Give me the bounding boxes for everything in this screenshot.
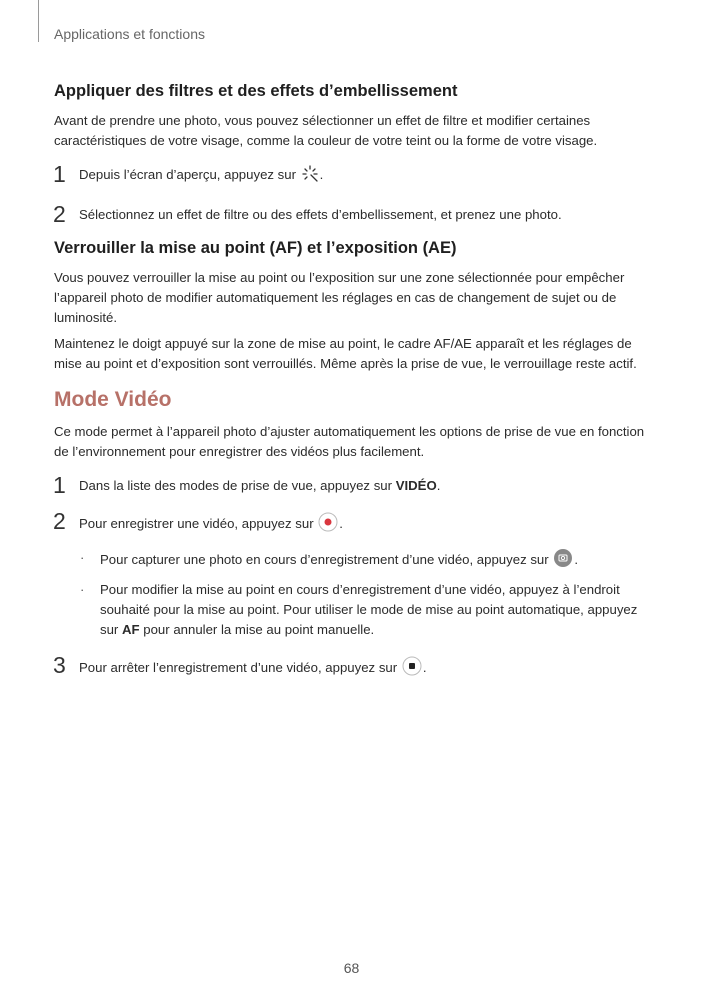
step-text: Sélectionnez un effet de filtre ou des effets d’embellissement, et prenez une photo. bbox=[79, 207, 562, 222]
stop-button-icon bbox=[402, 656, 422, 682]
video-step-3: 3 Pour arrêter l’enregistrement d’une vidéo, appuyez sur . bbox=[54, 654, 654, 682]
step-number: 1 bbox=[53, 472, 66, 498]
magic-wand-icon bbox=[301, 165, 319, 189]
video-step-1: 1 Dans la liste des modes de prise de vue, appuyez sur VIDÉO. bbox=[53, 472, 441, 498]
bullet-item: · Pour modifier la mise au point en cours d’enregistrement d’une vidéo, appuyez à l’endroit souhaité pour la mise au point. Pour utiliser le mode de mise au point automatique, appuyez sur AF pour annuler la mise au point manuelle. bbox=[80, 580, 654, 640]
video-step-2: 2 Pour enregistrer une vidéo, appuyez sur . bbox=[54, 510, 654, 538]
af-label: AF bbox=[122, 622, 140, 637]
step-number: 3 bbox=[53, 652, 66, 678]
filters-intro: Avant de prendre une photo, vous pouvez sélectionner un effet de filtre et modifier certaines caractéristiques de votre visage, comme la couleur de votre teint ou la forme de votre visage. bbox=[54, 113, 598, 148]
page-number: 68 bbox=[343, 960, 360, 976]
section-title-video: Mode Vidéo bbox=[54, 388, 172, 411]
page-header: Applications et fonctions bbox=[54, 26, 205, 42]
section-title-lock: Verrouiller la mise au point (AF) et l’exposition (AE) bbox=[54, 239, 457, 257]
bullet-item: · Pour capturer une photo en cours d’enregistrement d’une vidéo, appuyez sur . bbox=[80, 548, 654, 574]
section-title-filters: Appliquer des filtres et des effets d’embellissement bbox=[54, 82, 458, 100]
video-mode-label: VIDÉO bbox=[395, 478, 437, 493]
step-number: 1 bbox=[53, 161, 66, 187]
page-content bbox=[54, 82, 654, 696]
capture-photo-icon bbox=[553, 548, 573, 574]
filters-step-1: 1 Depuis l’écran d’aperçu, appuyez sur . bbox=[53, 161, 324, 187]
step-number: 2 bbox=[53, 201, 66, 227]
step-text: Depuis l’écran d’aperçu, appuyez sur bbox=[79, 167, 296, 182]
record-button-icon bbox=[318, 512, 338, 538]
bullet-dot: · bbox=[80, 550, 85, 565]
step-number: 2 bbox=[53, 508, 66, 534]
lock-para-1: Vous pouvez verrouiller la mise au point ou l’exposition sur une zone sélectionnée pour empêcher l’appareil photo de modifier automatiquement les réglages en cas de changement de sujet ou de luminosité. bbox=[54, 270, 625, 325]
lock-para-2: Maintenez le doigt appuyé sur la zone de mise au point, le cadre AF/AE apparaît et les réglages de mise au point et d’exposition sont verrouillés. Même après la prise de vue, le verrouillage reste actif. bbox=[54, 336, 637, 371]
video-intro: Ce mode permet à l’appareil photo d’ajuster automatiquement les options de prise de vue en fonction de l’environnement pour enregistrer des vidéos plus facilement. bbox=[54, 424, 645, 459]
filters-step-2 bbox=[54, 203, 654, 225]
video-step-2-bullets bbox=[80, 548, 654, 640]
header-divider bbox=[38, 0, 39, 42]
bullet-dot: · bbox=[80, 582, 85, 597]
step-text: Dans la liste des modes de prise de vue, appuyez sur bbox=[79, 478, 393, 493]
step-text: Pour arrêter l’enregistrement d’une vidéo, appuyez sur bbox=[79, 660, 398, 675]
step-text: Pour enregistrer une vidéo, appuyez sur bbox=[79, 516, 314, 531]
